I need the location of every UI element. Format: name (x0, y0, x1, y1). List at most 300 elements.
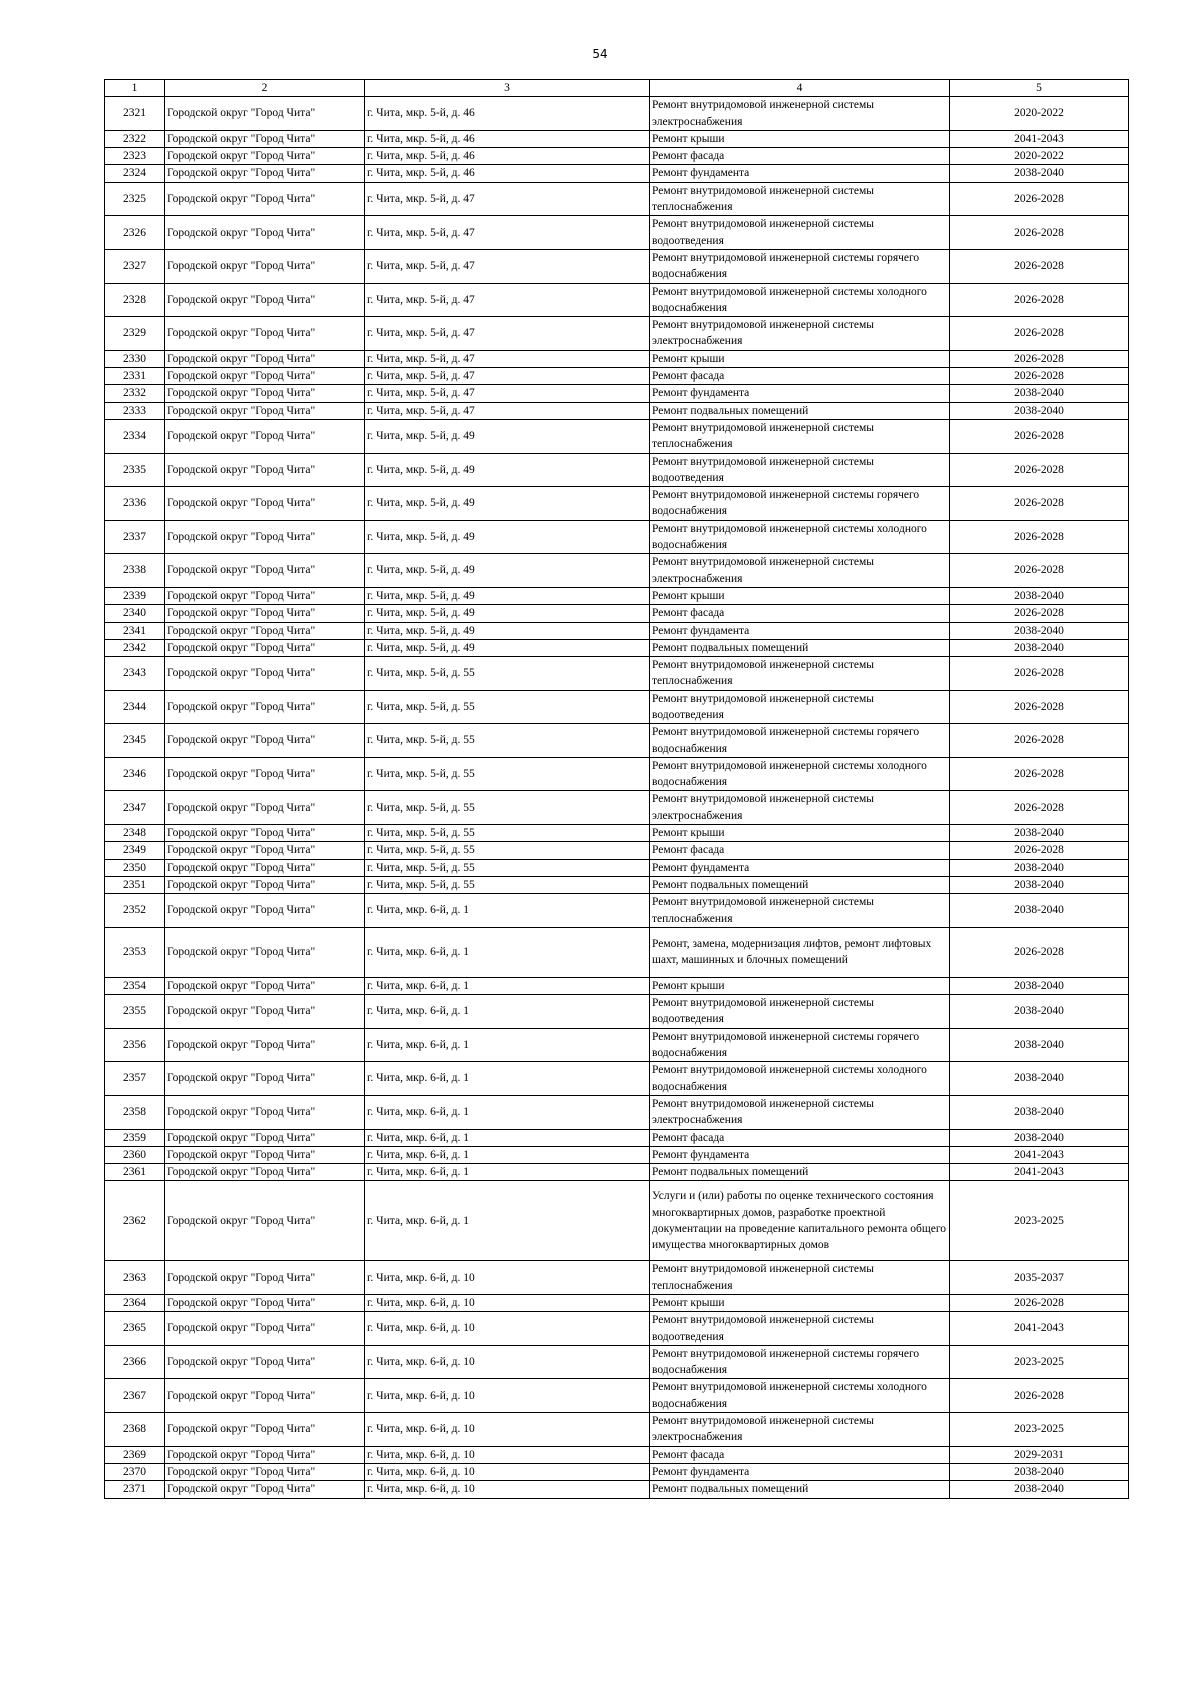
work-type-cell: Ремонт фундамента (650, 165, 950, 182)
row-number-cell: 2362 (105, 1181, 165, 1261)
row-number-cell: 2322 (105, 130, 165, 147)
work-type-cell: Ремонт внутридомовой инженерной системы электроснабжения (650, 317, 950, 351)
municipality-cell: Городской округ "Город Чита" (165, 368, 365, 385)
municipality-cell: Городской округ "Город Чита" (165, 165, 365, 182)
table-row (105, 757, 1129, 791)
municipality-cell: Городской округ "Город Чита" (165, 791, 365, 825)
address-cell: г. Чита, мкр. 6-й, д. 10 (365, 1481, 650, 1498)
row-number-cell: 2345 (105, 724, 165, 758)
municipality-cell: Городской округ "Город Чита" (165, 554, 365, 588)
period-cell: 2020-2022 (950, 148, 1129, 165)
period-cell: 2026-2028 (950, 249, 1129, 283)
address-cell: г. Чита, мкр. 5-й, д. 49 (365, 453, 650, 487)
row-number-cell: 2348 (105, 825, 165, 842)
table-row (105, 216, 1129, 250)
table-row (105, 927, 1129, 977)
row-number-cell: 2342 (105, 639, 165, 656)
table-row (105, 368, 1129, 385)
address-cell: г. Чита, мкр. 6-й, д. 1 (365, 1181, 650, 1261)
period-cell: 2023-2025 (950, 1345, 1129, 1379)
work-type-cell: Ремонт внутридомовой инженерной системы горячего водоснабжения (650, 1028, 950, 1062)
table-row (105, 97, 1129, 131)
row-number-cell: 2331 (105, 368, 165, 385)
address-cell: г. Чита, мкр. 6-й, д. 1 (365, 995, 650, 1029)
municipality-cell: Городской округ "Город Чита" (165, 1181, 365, 1261)
municipality-cell: Городской округ "Город Чита" (165, 130, 365, 147)
work-type-cell: Ремонт внутридомовой инженерной системы водоотведения (650, 216, 950, 250)
table-row (105, 1095, 1129, 1129)
municipality-cell: Городской округ "Город Чита" (165, 1028, 365, 1062)
period-cell: 2023-2025 (950, 1181, 1129, 1261)
table-row (105, 165, 1129, 182)
municipality-cell: Городской округ "Город Чита" (165, 453, 365, 487)
work-type-cell: Ремонт крыши (650, 977, 950, 994)
period-cell: 2038-2040 (950, 894, 1129, 928)
municipality-cell: Городской округ "Город Чита" (165, 622, 365, 639)
row-number-cell: 2353 (105, 927, 165, 977)
address-cell: г. Чита, мкр. 5-й, д. 55 (365, 842, 650, 859)
work-type-cell: Ремонт внутридомовой инженерной системы теплоснабжения (650, 419, 950, 453)
period-cell: 2038-2040 (950, 622, 1129, 639)
municipality-cell: Городской округ "Город Чита" (165, 639, 365, 656)
period-cell: 2023-2025 (950, 1413, 1129, 1447)
period-cell: 2026-2028 (950, 724, 1129, 758)
table-row (105, 1062, 1129, 1096)
work-type-cell: Ремонт фасада (650, 368, 950, 385)
period-cell: 2026-2028 (950, 283, 1129, 317)
address-cell: г. Чита, мкр. 5-й, д. 49 (365, 554, 650, 588)
municipality-cell: Городской округ "Город Чита" (165, 894, 365, 928)
row-number-cell: 2343 (105, 657, 165, 691)
municipality-cell: Городской округ "Город Чита" (165, 487, 365, 521)
row-number-cell: 2335 (105, 453, 165, 487)
row-number-cell: 2351 (105, 876, 165, 893)
column-header: 5 (950, 80, 1129, 97)
period-cell: 2020-2022 (950, 97, 1129, 131)
table-row (105, 876, 1129, 893)
address-cell: г. Чита, мкр. 5-й, д. 49 (365, 419, 650, 453)
municipality-cell: Городской округ "Город Чита" (165, 1446, 365, 1463)
row-number-cell: 2347 (105, 791, 165, 825)
municipality-cell: Городской округ "Город Чита" (165, 402, 365, 419)
period-cell: 2038-2040 (950, 587, 1129, 604)
address-cell: г. Чита, мкр. 6-й, д. 1 (365, 1129, 650, 1146)
municipality-cell: Городской округ "Город Чита" (165, 1146, 365, 1163)
municipality-cell: Городской округ "Город Чита" (165, 587, 365, 604)
period-cell: 2026-2028 (950, 317, 1129, 351)
period-cell: 2026-2028 (950, 216, 1129, 250)
period-cell: 2038-2040 (950, 995, 1129, 1029)
table-row (105, 690, 1129, 724)
address-cell: г. Чита, мкр. 6-й, д. 1 (365, 1146, 650, 1163)
work-type-cell: Ремонт фасада (650, 148, 950, 165)
row-number-cell: 2324 (105, 165, 165, 182)
table-row (105, 1379, 1129, 1413)
work-type-cell: Ремонт крыши (650, 350, 950, 367)
work-type-cell: Ремонт подвальных помещений (650, 1164, 950, 1181)
table-row (105, 724, 1129, 758)
work-type-cell: Ремонт внутридомовой инженерной системы холодного водоснабжения (650, 1062, 950, 1096)
municipality-cell: Городской округ "Город Чита" (165, 1295, 365, 1312)
row-number-cell: 2357 (105, 1062, 165, 1096)
row-number-cell: 2370 (105, 1463, 165, 1480)
work-type-cell: Ремонт внутридомовой инженерной системы электроснабжения (650, 554, 950, 588)
row-number-cell: 2354 (105, 977, 165, 994)
address-cell: г. Чита, мкр. 6-й, д. 1 (365, 1028, 650, 1062)
work-type-cell: Ремонт внутридомовой инженерной системы водоотведения (650, 453, 950, 487)
table-row (105, 1164, 1129, 1181)
work-type-cell: Ремонт внутридомовой инженерной системы холодного водоснабжения (650, 1379, 950, 1413)
table-row (105, 791, 1129, 825)
address-cell: г. Чита, мкр. 5-й, д. 49 (365, 639, 650, 656)
period-cell: 2026-2028 (950, 605, 1129, 622)
row-number-cell: 2339 (105, 587, 165, 604)
repair-schedule-table (104, 79, 1129, 1499)
work-type-cell: Ремонт фасада (650, 842, 950, 859)
table-row (105, 657, 1129, 691)
period-cell: 2026-2028 (950, 182, 1129, 216)
municipality-cell: Городской округ "Город Чита" (165, 995, 365, 1029)
work-type-cell: Ремонт внутридомовой инженерной системы водоотведения (650, 690, 950, 724)
period-cell: 2026-2028 (950, 791, 1129, 825)
column-header: 3 (365, 80, 650, 97)
municipality-cell: Городской округ "Город Чита" (165, 350, 365, 367)
address-cell: г. Чита, мкр. 6-й, д. 1 (365, 894, 650, 928)
work-type-cell: Ремонт внутридомовой инженерной системы холодного водоснабжения (650, 283, 950, 317)
table-row (105, 995, 1129, 1029)
table-row (105, 1146, 1129, 1163)
row-number-cell: 2359 (105, 1129, 165, 1146)
period-cell: 2041-2043 (950, 1312, 1129, 1346)
municipality-cell: Городской округ "Город Чита" (165, 1312, 365, 1346)
row-number-cell: 2326 (105, 216, 165, 250)
row-number-cell: 2325 (105, 182, 165, 216)
address-cell: г. Чита, мкр. 6-й, д. 1 (365, 927, 650, 977)
table-row (105, 249, 1129, 283)
row-number-cell: 2332 (105, 385, 165, 402)
table-row (105, 894, 1129, 928)
address-cell: г. Чита, мкр. 6-й, д. 10 (365, 1295, 650, 1312)
period-cell: 2029-2031 (950, 1446, 1129, 1463)
row-number-cell: 2333 (105, 402, 165, 419)
municipality-cell: Городской округ "Город Чита" (165, 1463, 365, 1480)
row-number-cell: 2369 (105, 1446, 165, 1463)
address-cell: г. Чита, мкр. 5-й, д. 55 (365, 657, 650, 691)
work-type-cell: Ремонт фундамента (650, 622, 950, 639)
table-row (105, 1129, 1129, 1146)
work-type-cell: Ремонт внутридомовой инженерной системы теплоснабжения (650, 657, 950, 691)
municipality-cell: Городской округ "Город Чита" (165, 977, 365, 994)
period-cell: 2026-2028 (950, 842, 1129, 859)
table-row (105, 317, 1129, 351)
table-row (105, 605, 1129, 622)
table-row (105, 1181, 1129, 1261)
row-number-cell: 2358 (105, 1095, 165, 1129)
table-row (105, 419, 1129, 453)
municipality-cell: Городской округ "Город Чита" (165, 317, 365, 351)
table-row (105, 554, 1129, 588)
row-number-cell: 2338 (105, 554, 165, 588)
municipality-cell: Городской округ "Город Чита" (165, 216, 365, 250)
municipality-cell: Городской округ "Город Чита" (165, 757, 365, 791)
work-type-cell: Ремонт фундамента (650, 1146, 950, 1163)
work-type-cell: Ремонт внутридомовой инженерной системы водоотведения (650, 1312, 950, 1346)
column-header: 4 (650, 80, 950, 97)
table-row (105, 825, 1129, 842)
address-cell: г. Чита, мкр. 5-й, д. 55 (365, 876, 650, 893)
period-cell: 2038-2040 (950, 1463, 1129, 1480)
work-type-cell: Ремонт внутридомовой инженерной системы горячего водоснабжения (650, 487, 950, 521)
table-row (105, 1261, 1129, 1295)
address-cell: г. Чита, мкр. 5-й, д. 47 (365, 385, 650, 402)
municipality-cell: Городской округ "Город Чита" (165, 842, 365, 859)
address-cell: г. Чита, мкр. 5-й, д. 47 (365, 350, 650, 367)
address-cell: г. Чита, мкр. 5-й, д. 47 (365, 368, 650, 385)
period-cell: 2026-2028 (950, 487, 1129, 521)
address-cell: г. Чита, мкр. 6-й, д. 1 (365, 1164, 650, 1181)
period-cell: 2038-2040 (950, 1129, 1129, 1146)
municipality-cell: Городской округ "Город Чита" (165, 1379, 365, 1413)
period-cell: 2041-2043 (950, 130, 1129, 147)
work-type-cell: Ремонт крыши (650, 825, 950, 842)
period-cell: 2038-2040 (950, 1481, 1129, 1498)
period-cell: 2026-2028 (950, 690, 1129, 724)
work-type-cell: Ремонт внутридомовой инженерной системы электроснабжения (650, 97, 950, 131)
row-number-cell: 2367 (105, 1379, 165, 1413)
address-cell: г. Чита, мкр. 5-й, д. 55 (365, 791, 650, 825)
work-type-cell: Ремонт фундамента (650, 385, 950, 402)
period-cell: 2038-2040 (950, 402, 1129, 419)
municipality-cell: Городской округ "Город Чита" (165, 657, 365, 691)
period-cell: 2026-2028 (950, 927, 1129, 977)
row-number-cell: 2352 (105, 894, 165, 928)
table-row (105, 1345, 1129, 1379)
municipality-cell: Городской округ "Город Чита" (165, 605, 365, 622)
work-type-cell: Ремонт фасада (650, 1129, 950, 1146)
table-row (105, 283, 1129, 317)
municipality-cell: Городской округ "Город Чита" (165, 825, 365, 842)
row-number-cell: 2323 (105, 148, 165, 165)
address-cell: г. Чита, мкр. 5-й, д. 47 (365, 249, 650, 283)
address-cell: г. Чита, мкр. 6-й, д. 10 (365, 1413, 650, 1447)
work-type-cell: Ремонт внутридомовой инженерной системы горячего водоснабжения (650, 1345, 950, 1379)
address-cell: г. Чита, мкр. 6-й, д. 10 (365, 1261, 650, 1295)
row-number-cell: 2344 (105, 690, 165, 724)
municipality-cell: Городской округ "Город Чита" (165, 148, 365, 165)
period-cell: 2038-2040 (950, 825, 1129, 842)
address-cell: г. Чита, мкр. 5-й, д. 47 (365, 182, 650, 216)
period-cell: 2026-2028 (950, 520, 1129, 554)
municipality-cell: Городской округ "Город Чита" (165, 385, 365, 402)
municipality-cell: Городской округ "Город Чита" (165, 1164, 365, 1181)
period-cell: 2038-2040 (950, 876, 1129, 893)
address-cell: г. Чита, мкр. 6-й, д. 1 (365, 1095, 650, 1129)
work-type-cell: Услуги и (или) работы по оценке технического состояния многоквартирных домов, разработке проектной документации на проведение капитального ремонта общего имущества многоквартирных домов (650, 1181, 950, 1261)
municipality-cell: Городской округ "Город Чита" (165, 283, 365, 317)
period-cell: 2026-2028 (950, 657, 1129, 691)
work-type-cell: Ремонт крыши (650, 1295, 950, 1312)
municipality-cell: Городской округ "Город Чита" (165, 97, 365, 131)
address-cell: г. Чита, мкр. 5-й, д. 49 (365, 587, 650, 604)
work-type-cell: Ремонт внутридомовой инженерной системы горячего водоснабжения (650, 724, 950, 758)
municipality-cell: Городской округ "Город Чита" (165, 419, 365, 453)
address-cell: г. Чита, мкр. 5-й, д. 49 (365, 605, 650, 622)
period-cell: 2026-2028 (950, 757, 1129, 791)
address-cell: г. Чита, мкр. 5-й, д. 55 (365, 690, 650, 724)
work-type-cell: Ремонт внутридомовой инженерной системы электроснабжения (650, 1413, 950, 1447)
row-number-cell: 2355 (105, 995, 165, 1029)
row-number-cell: 2337 (105, 520, 165, 554)
table-row (105, 587, 1129, 604)
table-row (105, 487, 1129, 521)
table-row (105, 402, 1129, 419)
row-number-cell: 2336 (105, 487, 165, 521)
period-cell: 2038-2040 (950, 859, 1129, 876)
municipality-cell: Городской округ "Город Чита" (165, 1481, 365, 1498)
period-cell: 2026-2028 (950, 368, 1129, 385)
column-header: 2 (165, 80, 365, 97)
period-cell: 2035-2037 (950, 1261, 1129, 1295)
row-number-cell: 2330 (105, 350, 165, 367)
table-row (105, 1295, 1129, 1312)
work-type-cell: Ремонт внутридомовой инженерной системы холодного водоснабжения (650, 520, 950, 554)
row-number-cell: 2350 (105, 859, 165, 876)
work-type-cell: Ремонт внутридомовой инженерной системы теплоснабжения (650, 894, 950, 928)
row-number-cell: 2340 (105, 605, 165, 622)
table-row (105, 453, 1129, 487)
period-cell: 2038-2040 (950, 977, 1129, 994)
period-cell: 2026-2028 (950, 350, 1129, 367)
period-cell: 2038-2040 (950, 385, 1129, 402)
row-number-cell: 2334 (105, 419, 165, 453)
address-cell: г. Чита, мкр. 5-й, д. 47 (365, 402, 650, 419)
work-type-cell: Ремонт подвальных помещений (650, 639, 950, 656)
municipality-cell: Городской округ "Город Чита" (165, 724, 365, 758)
municipality-cell: Городской округ "Город Чита" (165, 1413, 365, 1447)
address-cell: г. Чита, мкр. 6-й, д. 1 (365, 1062, 650, 1096)
municipality-cell: Городской округ "Город Чита" (165, 1129, 365, 1146)
row-number-cell: 2361 (105, 1164, 165, 1181)
row-number-cell: 2341 (105, 622, 165, 639)
row-number-cell: 2328 (105, 283, 165, 317)
address-cell: г. Чита, мкр. 5-й, д. 47 (365, 317, 650, 351)
work-type-cell: Ремонт фундамента (650, 1463, 950, 1480)
row-number-cell: 2327 (105, 249, 165, 283)
address-cell: г. Чита, мкр. 5-й, д. 46 (365, 165, 650, 182)
table-row (105, 385, 1129, 402)
address-cell: г. Чита, мкр. 5-й, д. 55 (365, 825, 650, 842)
work-type-cell: Ремонт подвальных помещений (650, 1481, 950, 1498)
table-row (105, 1463, 1129, 1480)
address-cell: г. Чита, мкр. 5-й, д. 46 (365, 97, 650, 131)
work-type-cell: Ремонт крыши (650, 130, 950, 147)
period-cell: 2038-2040 (950, 1028, 1129, 1062)
address-cell: г. Чита, мкр. 5-й, д. 47 (365, 216, 650, 250)
period-cell: 2038-2040 (950, 639, 1129, 656)
row-number-cell: 2366 (105, 1345, 165, 1379)
address-cell: г. Чита, мкр. 6-й, д. 10 (365, 1379, 650, 1413)
table-row (105, 130, 1129, 147)
table-row (105, 622, 1129, 639)
row-number-cell: 2364 (105, 1295, 165, 1312)
table-row (105, 1312, 1129, 1346)
period-cell: 2026-2028 (950, 1295, 1129, 1312)
header-row (105, 80, 1129, 97)
row-number-cell: 2360 (105, 1146, 165, 1163)
row-number-cell: 2321 (105, 97, 165, 131)
table-row (105, 639, 1129, 656)
work-type-cell: Ремонт внутридомовой инженерной системы холодного водоснабжения (650, 757, 950, 791)
table-row (105, 859, 1129, 876)
work-type-cell: Ремонт подвальных помещений (650, 402, 950, 419)
work-type-cell: Ремонт подвальных помещений (650, 876, 950, 893)
table-row (105, 182, 1129, 216)
table-row (105, 842, 1129, 859)
row-number-cell: 2329 (105, 317, 165, 351)
column-header: 1 (105, 80, 165, 97)
municipality-cell: Городской округ "Город Чита" (165, 182, 365, 216)
work-type-cell: Ремонт фасада (650, 605, 950, 622)
address-cell: г. Чита, мкр. 5-й, д. 55 (365, 859, 650, 876)
address-cell: г. Чита, мкр. 5-й, д. 46 (365, 130, 650, 147)
period-cell: 2041-2043 (950, 1146, 1129, 1163)
address-cell: г. Чита, мкр. 5-й, д. 49 (365, 520, 650, 554)
municipality-cell: Городской округ "Город Чита" (165, 1345, 365, 1379)
table-row (105, 350, 1129, 367)
work-type-cell: Ремонт внутридомовой инженерной системы электроснабжения (650, 1095, 950, 1129)
row-number-cell: 2346 (105, 757, 165, 791)
address-cell: г. Чита, мкр. 5-й, д. 49 (365, 622, 650, 639)
municipality-cell: Городской округ "Город Чита" (165, 1095, 365, 1129)
municipality-cell: Городской округ "Город Чита" (165, 876, 365, 893)
table-row (105, 148, 1129, 165)
work-type-cell: Ремонт внутридомовой инженерной системы электроснабжения (650, 791, 950, 825)
work-type-cell: Ремонт, замена, модернизация лифтов, ремонт лифтовых шахт, машинных и блочных помещений (650, 927, 950, 977)
table-row (105, 977, 1129, 994)
work-type-cell: Ремонт внутридомовой инженерной системы теплоснабжения (650, 182, 950, 216)
work-type-cell: Ремонт внутридомовой инженерной системы водоотведения (650, 995, 950, 1029)
municipality-cell: Городской округ "Город Чита" (165, 859, 365, 876)
table-row (105, 1481, 1129, 1498)
address-cell: г. Чита, мкр. 5-й, д. 46 (365, 148, 650, 165)
row-number-cell: 2349 (105, 842, 165, 859)
period-cell: 2026-2028 (950, 1379, 1129, 1413)
work-type-cell: Ремонт фасада (650, 1446, 950, 1463)
row-number-cell: 2371 (105, 1481, 165, 1498)
table-row (105, 520, 1129, 554)
period-cell: 2026-2028 (950, 554, 1129, 588)
table-row (105, 1413, 1129, 1447)
table-row (105, 1028, 1129, 1062)
row-number-cell: 2368 (105, 1413, 165, 1447)
period-cell: 2038-2040 (950, 1062, 1129, 1096)
period-cell: 2026-2028 (950, 419, 1129, 453)
table-row (105, 1446, 1129, 1463)
row-number-cell: 2363 (105, 1261, 165, 1295)
period-cell: 2038-2040 (950, 1095, 1129, 1129)
address-cell: г. Чита, мкр. 5-й, д. 49 (365, 487, 650, 521)
work-type-cell: Ремонт внутридомовой инженерной системы теплоснабжения (650, 1261, 950, 1295)
municipality-cell: Городской округ "Город Чита" (165, 1062, 365, 1096)
address-cell: г. Чита, мкр. 6-й, д. 10 (365, 1312, 650, 1346)
municipality-cell: Городской округ "Город Чита" (165, 690, 365, 724)
period-cell: 2026-2028 (950, 453, 1129, 487)
address-cell: г. Чита, мкр. 6-й, д. 10 (365, 1463, 650, 1480)
municipality-cell: Городской округ "Город Чита" (165, 249, 365, 283)
municipality-cell: Городской округ "Город Чита" (165, 927, 365, 977)
work-type-cell: Ремонт внутридомовой инженерной системы горячего водоснабжения (650, 249, 950, 283)
period-cell: 2038-2040 (950, 165, 1129, 182)
